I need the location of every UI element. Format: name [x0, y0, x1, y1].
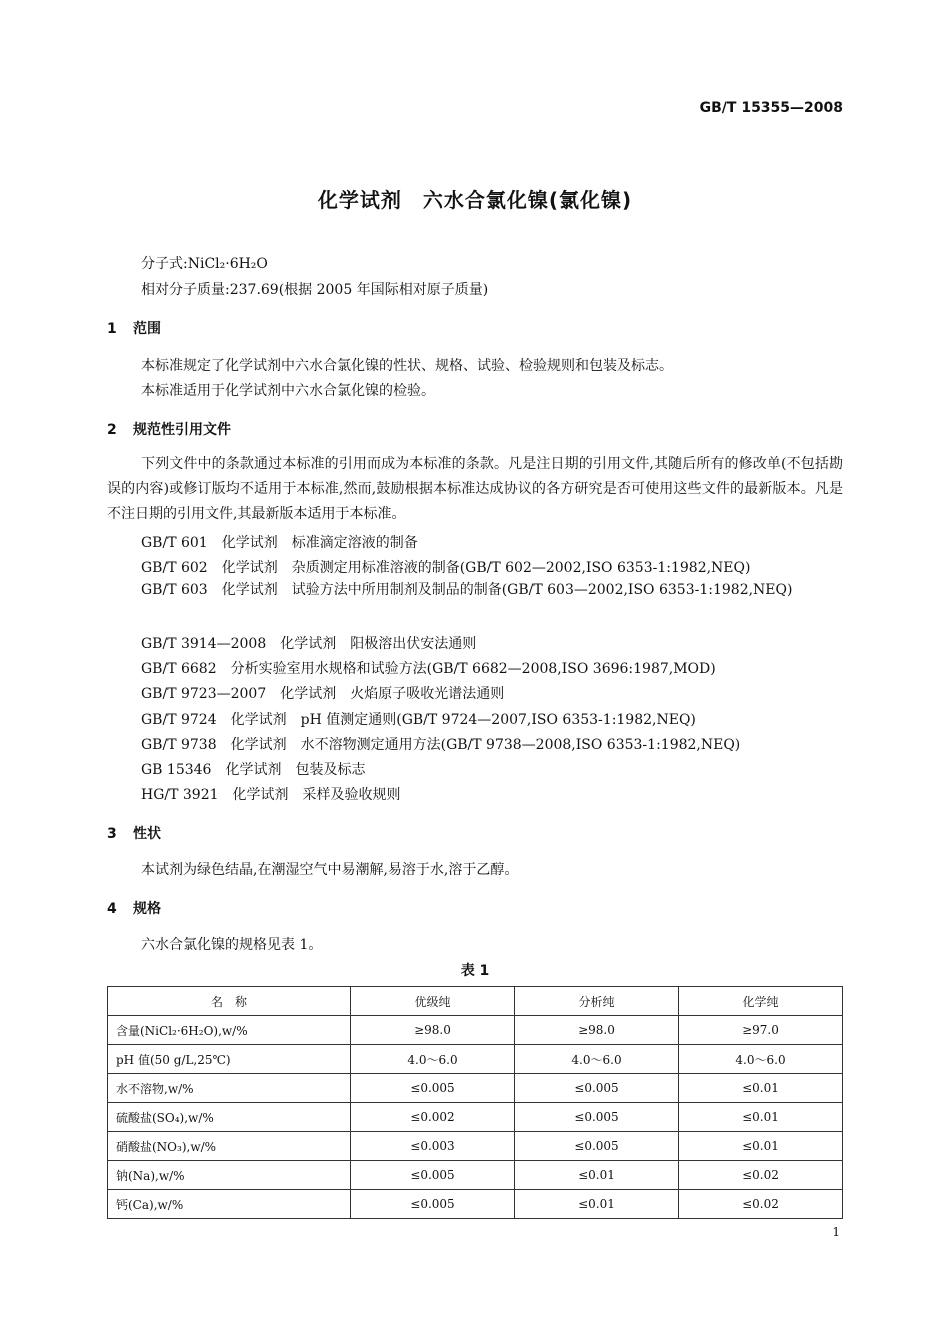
table-cell: ≤0.005: [515, 1103, 679, 1132]
section-title: 规范性引用文件: [133, 422, 231, 438]
standard-number: GB/T 15355—2008: [699, 100, 843, 116]
table-cell: 4.0～6.0: [515, 1045, 679, 1074]
table-row: [108, 1190, 843, 1219]
table-cell: ≤0.01: [679, 1132, 843, 1161]
table-row: [108, 1132, 843, 1161]
references-intro: 下列文件中的条款通过本标准的引用而成为本标准的条款。凡是注日期的引用文件,其随后所有的修改单(不包括勘误的内容)或修订版均不适用于本标准,然而,鼓励根据本标准达成协议的各方研究是否可使用这些文件的最新版本。凡是不注日期的引用文件,其最新版本适用于本标准。: [107, 456, 843, 522]
table-cell: pH 值(50 g/L,25℃): [108, 1045, 351, 1074]
reference-item: GB/T 602 化学试剂 杂质测定用标准溶液的制备(GB/T 602—2002,ISO 6353-1:1982,NEQ): [141, 560, 751, 576]
table-cell: 钙(Ca),w/%: [108, 1190, 351, 1219]
table-cell: ≤0.005: [351, 1161, 515, 1190]
section-number: 4: [107, 901, 117, 917]
table-cell: ≥98.0: [515, 1016, 679, 1045]
reference-item: GB/T 3914—2008 化学试剂 阳极溶出伏安法通则: [141, 636, 477, 652]
table-cell: 4.0～6.0: [679, 1045, 843, 1074]
section-title: 性状: [133, 826, 161, 842]
table-cell: ≤0.01: [679, 1103, 843, 1132]
table-cell: 含量(NiCl₂·6H₂O),w/%: [108, 1016, 351, 1045]
reference-item: GB/T 6682 分析实验室用水规格和试验方法(GB/T 6682—2008,ISO 3696:1987,MOD): [141, 661, 716, 677]
page-number: 1: [832, 1225, 840, 1239]
table-cell: 硫酸盐(SO₄),w/%: [108, 1103, 351, 1132]
table-header-row: [108, 987, 843, 1016]
section-4-heading: [107, 898, 161, 918]
reference-item: GB/T 9738 化学试剂 水不溶物测定通用方法(GB/T 9738—2008,ISO 6353-1:1982,NEQ): [141, 737, 741, 753]
table-cell: ≤0.02: [679, 1161, 843, 1190]
column-header-cp: 化学纯: [679, 987, 843, 1016]
reference-item: GB/T 603 化学试剂 试验方法中所用制剂及制品的制备(GB/T 603—2002,ISO 6353-1:1982,NEQ): [141, 582, 793, 598]
section-3-heading: [107, 823, 161, 843]
scope-paragraph: 本标准规定了化学试剂中六水合氯化镍的性状、规格、试验、检验规则和包装及标志。: [141, 358, 673, 374]
section-number: 1: [107, 321, 117, 337]
table-cell: ≤0.01: [515, 1190, 679, 1219]
table-cell: ≤0.005: [351, 1074, 515, 1103]
properties-paragraph: 本试剂为绿色结晶,在潮湿空气中易潮解,易溶于水,溶于乙醇。: [141, 862, 519, 878]
table-cell: ≥98.0: [351, 1016, 515, 1045]
scope-paragraph: 本标准适用于化学试剂中六水合氯化镍的检验。: [141, 383, 435, 399]
table-cell: ≤0.005: [515, 1074, 679, 1103]
table-row: [108, 1074, 843, 1103]
column-header-ar: 分析纯: [515, 987, 679, 1016]
table-cell: 硝酸盐(NO₃),w/%: [108, 1132, 351, 1161]
section-title: 规格: [133, 901, 161, 917]
table-cell: ≤0.01: [515, 1161, 679, 1190]
specification-table: [107, 986, 843, 1219]
table-row: [108, 1016, 843, 1045]
table-cell: 钠(Na),w/%: [108, 1161, 351, 1190]
reference-item: HG/T 3921 化学试剂 采样及验收规则: [141, 787, 401, 803]
section-1-heading: [107, 318, 161, 338]
molecular-mass: 相对分子质量:237.69(根据 2005 年国际相对原子质量): [141, 282, 489, 298]
table-cell: 4.0～6.0: [351, 1045, 515, 1074]
section-2-heading: [107, 419, 231, 439]
table-row: [108, 1045, 843, 1074]
section-number: 3: [107, 826, 117, 842]
table-cell: ≤0.005: [351, 1190, 515, 1219]
table-caption: 表 1: [460, 963, 490, 979]
table-cell: ≤0.003: [351, 1132, 515, 1161]
reference-item: GB 15346 化学试剂 包装及标志: [141, 762, 366, 778]
column-header-name: 名 称: [108, 987, 351, 1016]
molecular-formula: 分子式:NiCl₂·6H₂O: [141, 256, 268, 272]
table-cell: ≤0.01: [679, 1074, 843, 1103]
table-cell: 水不溶物,w/%: [108, 1074, 351, 1103]
table-cell: ≥97.0: [679, 1016, 843, 1045]
table-row: [108, 1161, 843, 1190]
table-cell: ≤0.002: [351, 1103, 515, 1132]
table-row: [108, 1103, 843, 1132]
section-title: 范围: [133, 321, 161, 337]
section-number: 2: [107, 422, 117, 438]
reference-item: GB/T 9724 化学试剂 pH 值测定通则(GB/T 9724—2007,ISO 6353-1:1982,NEQ): [141, 712, 696, 728]
specification-paragraph: 六水合氯化镍的规格见表 1。: [141, 937, 323, 953]
column-header-gr: 优级纯: [351, 987, 515, 1016]
table-cell: ≤0.02: [679, 1190, 843, 1219]
reference-item: GB/T 9723—2007 化学试剂 火焰原子吸收光谱法通则: [141, 686, 505, 702]
table-cell: ≤0.005: [515, 1132, 679, 1161]
reference-item: GB/T 601 化学试剂 标准滴定溶液的制备: [141, 535, 418, 551]
document-title: 化学试剂 六水合氯化镍(氯化镍): [317, 188, 633, 212]
